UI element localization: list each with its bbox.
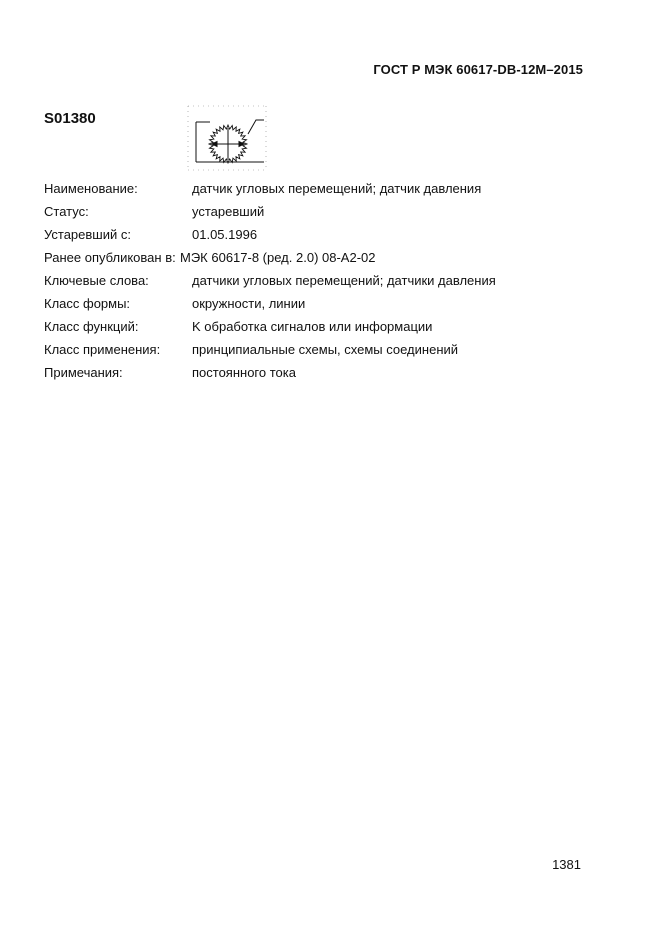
attribute-value: 01.05.1996	[192, 227, 258, 242]
attribute-row	[44, 226, 604, 249]
attribute-label: Примечания:	[44, 365, 123, 380]
attribute-label: Устаревший с:	[44, 227, 131, 242]
attribute-label: Наименование:	[44, 181, 138, 196]
attribute-value: устаревший	[192, 204, 265, 219]
attribute-row	[44, 203, 604, 226]
attribute-value: K обработка сигналов или информации	[192, 319, 433, 334]
attribute-table	[44, 180, 604, 387]
attribute-value: МЭК 60617-8 (ред. 2.0) 08-A2-02	[180, 250, 376, 265]
attribute-label: Ключевые слова:	[44, 273, 149, 288]
attribute-label: Класс функций:	[44, 319, 139, 334]
attribute-label: Ранее опубликован в:	[44, 250, 176, 265]
page-number: 1381	[552, 857, 581, 872]
attribute-row	[44, 249, 604, 272]
attribute-value: окружности, линии	[192, 296, 306, 311]
attribute-value: принципиальные схемы, схемы соединений	[192, 342, 459, 357]
page-header-standard: ГОСТ Р МЭК 60617-DB-12M–2015	[373, 62, 583, 77]
attribute-row	[44, 341, 604, 364]
attribute-label: Класс применения:	[44, 342, 161, 357]
attribute-row	[44, 295, 604, 318]
attribute-value: постоянного тока	[192, 365, 296, 380]
attribute-row	[44, 364, 604, 387]
attribute-label: Класс формы:	[44, 296, 131, 311]
symbol-code: S01380	[44, 110, 96, 127]
attribute-value: датчики угловых перемещений; датчики давления	[192, 273, 496, 288]
attribute-row	[44, 272, 604, 295]
attribute-label: Статус:	[44, 204, 89, 219]
sensor-symbol-icon	[186, 104, 270, 174]
attribute-row	[44, 318, 604, 341]
attribute-value: датчик угловых перемещений; датчик давления	[192, 181, 482, 196]
attribute-row	[44, 180, 604, 203]
